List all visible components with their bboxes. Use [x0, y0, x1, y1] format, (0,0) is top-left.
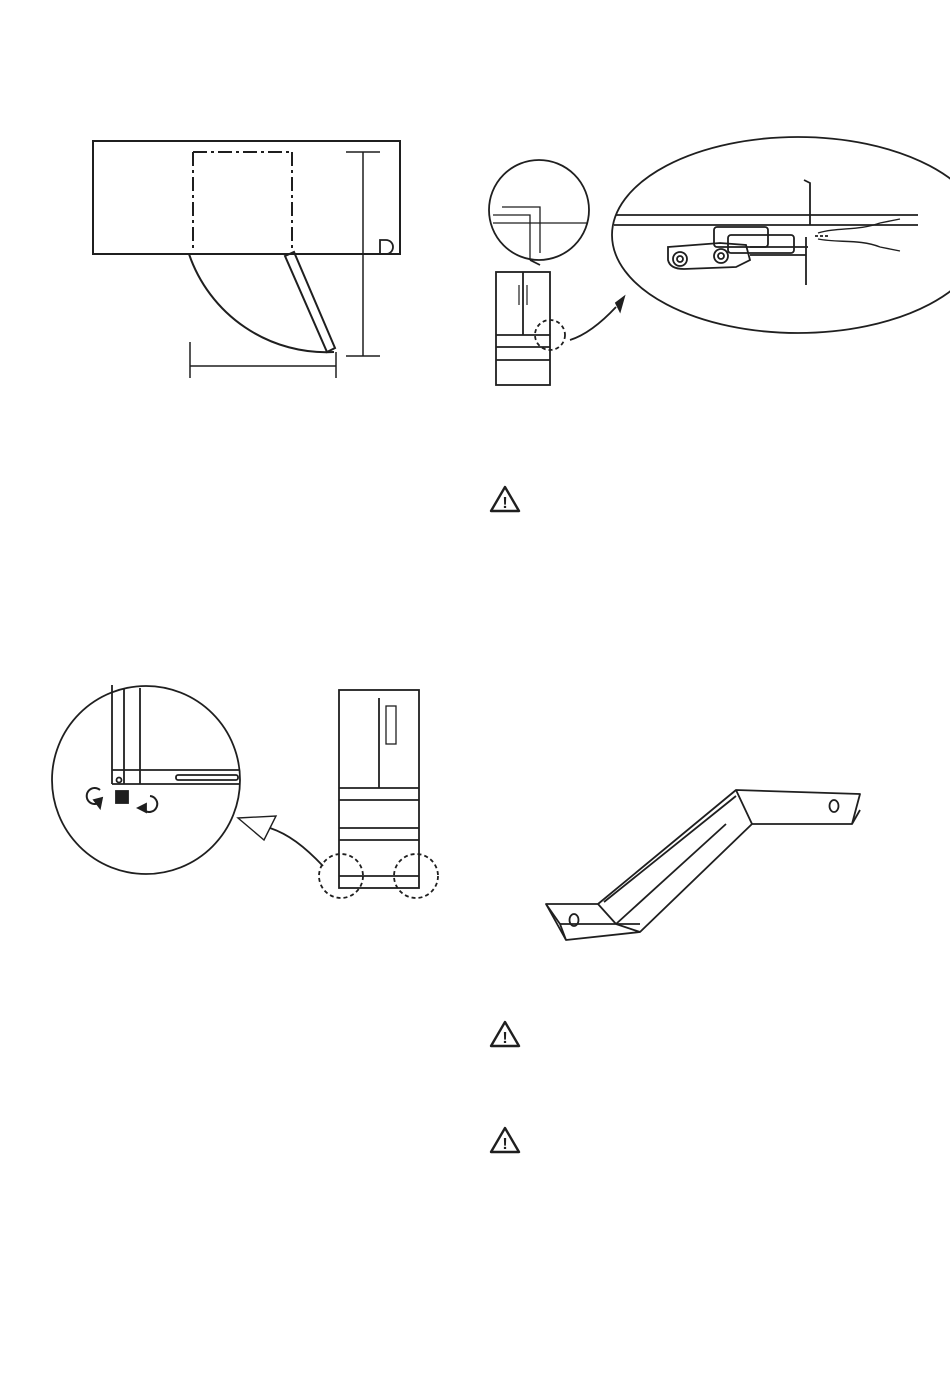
warning-triangle-icon — [489, 1126, 521, 1154]
svg-text:!: ! — [502, 1136, 508, 1153]
svg-text:!: ! — [502, 495, 508, 512]
hinge-detail-diagram — [488, 135, 928, 395]
warning-triangle-icon — [489, 1020, 521, 1048]
svg-text:!: ! — [502, 1030, 508, 1047]
warning-triangle-icon — [489, 485, 521, 513]
anti-tip-bracket-drawing — [540, 780, 880, 950]
levelling-feet-diagram — [50, 680, 450, 910]
door-clearance-diagram — [80, 130, 420, 390]
